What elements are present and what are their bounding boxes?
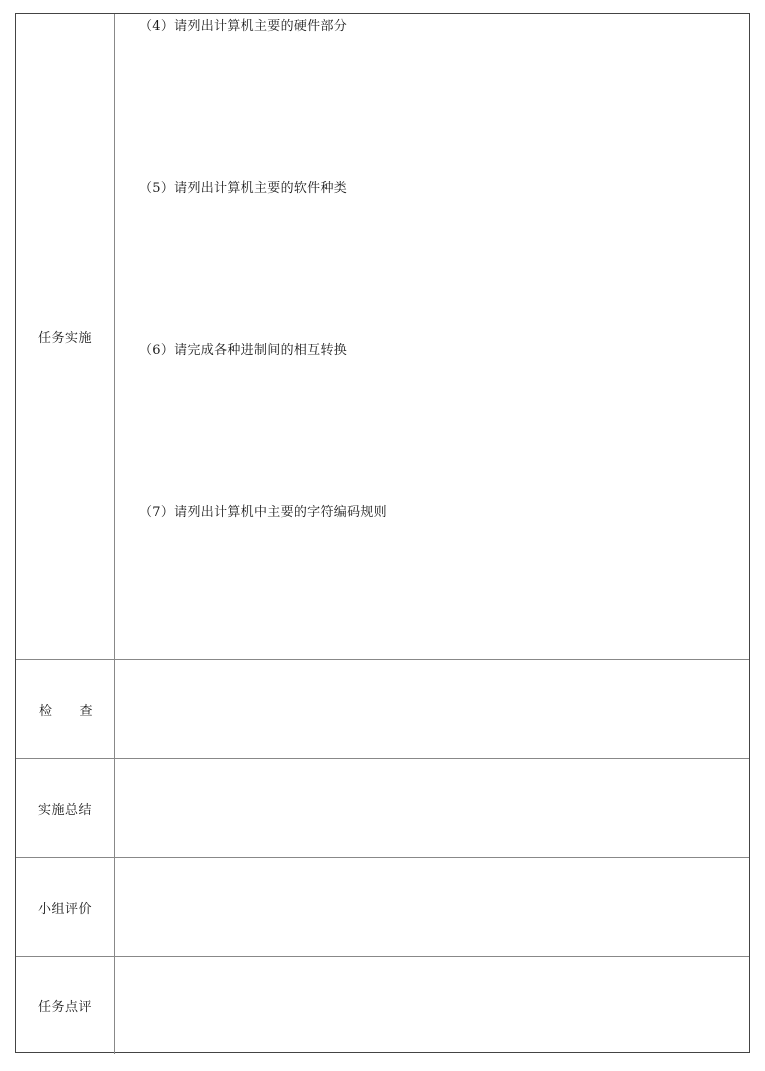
task-comment-label: 任务点评 xyxy=(16,957,115,1054)
implementation-summary-label: 实施总结 xyxy=(16,759,115,857)
question-6-text: （6）请完成各种进制间的相互转换 xyxy=(139,343,348,358)
implementation-summary-row xyxy=(16,758,749,857)
check-label xyxy=(16,660,115,758)
task-comment-row xyxy=(16,956,749,1054)
group-review-content[interactable] xyxy=(115,858,749,956)
question-4-text: （4）请列出计算机主要的硬件部分 xyxy=(139,19,348,34)
task-implementation-row xyxy=(16,14,749,659)
group-review-row xyxy=(16,857,749,956)
task-comment-content[interactable] xyxy=(115,957,749,1054)
task-form-table xyxy=(15,13,750,1053)
task-implementation-content[interactable] xyxy=(115,14,749,659)
task-implementation-label: 任务实施 xyxy=(16,14,115,659)
check-label-left: 检 xyxy=(39,703,53,719)
check-content[interactable] xyxy=(115,660,749,758)
question-5-text: （5）请列出计算机主要的软件种类 xyxy=(139,181,348,196)
group-review-label: 小组评价 xyxy=(16,858,115,956)
implementation-summary-content[interactable] xyxy=(115,759,749,857)
question-7-text: （7）请列出计算机中主要的字符编码规则 xyxy=(139,505,387,520)
check-label-right: 查 xyxy=(79,703,93,719)
check-row xyxy=(16,659,749,758)
